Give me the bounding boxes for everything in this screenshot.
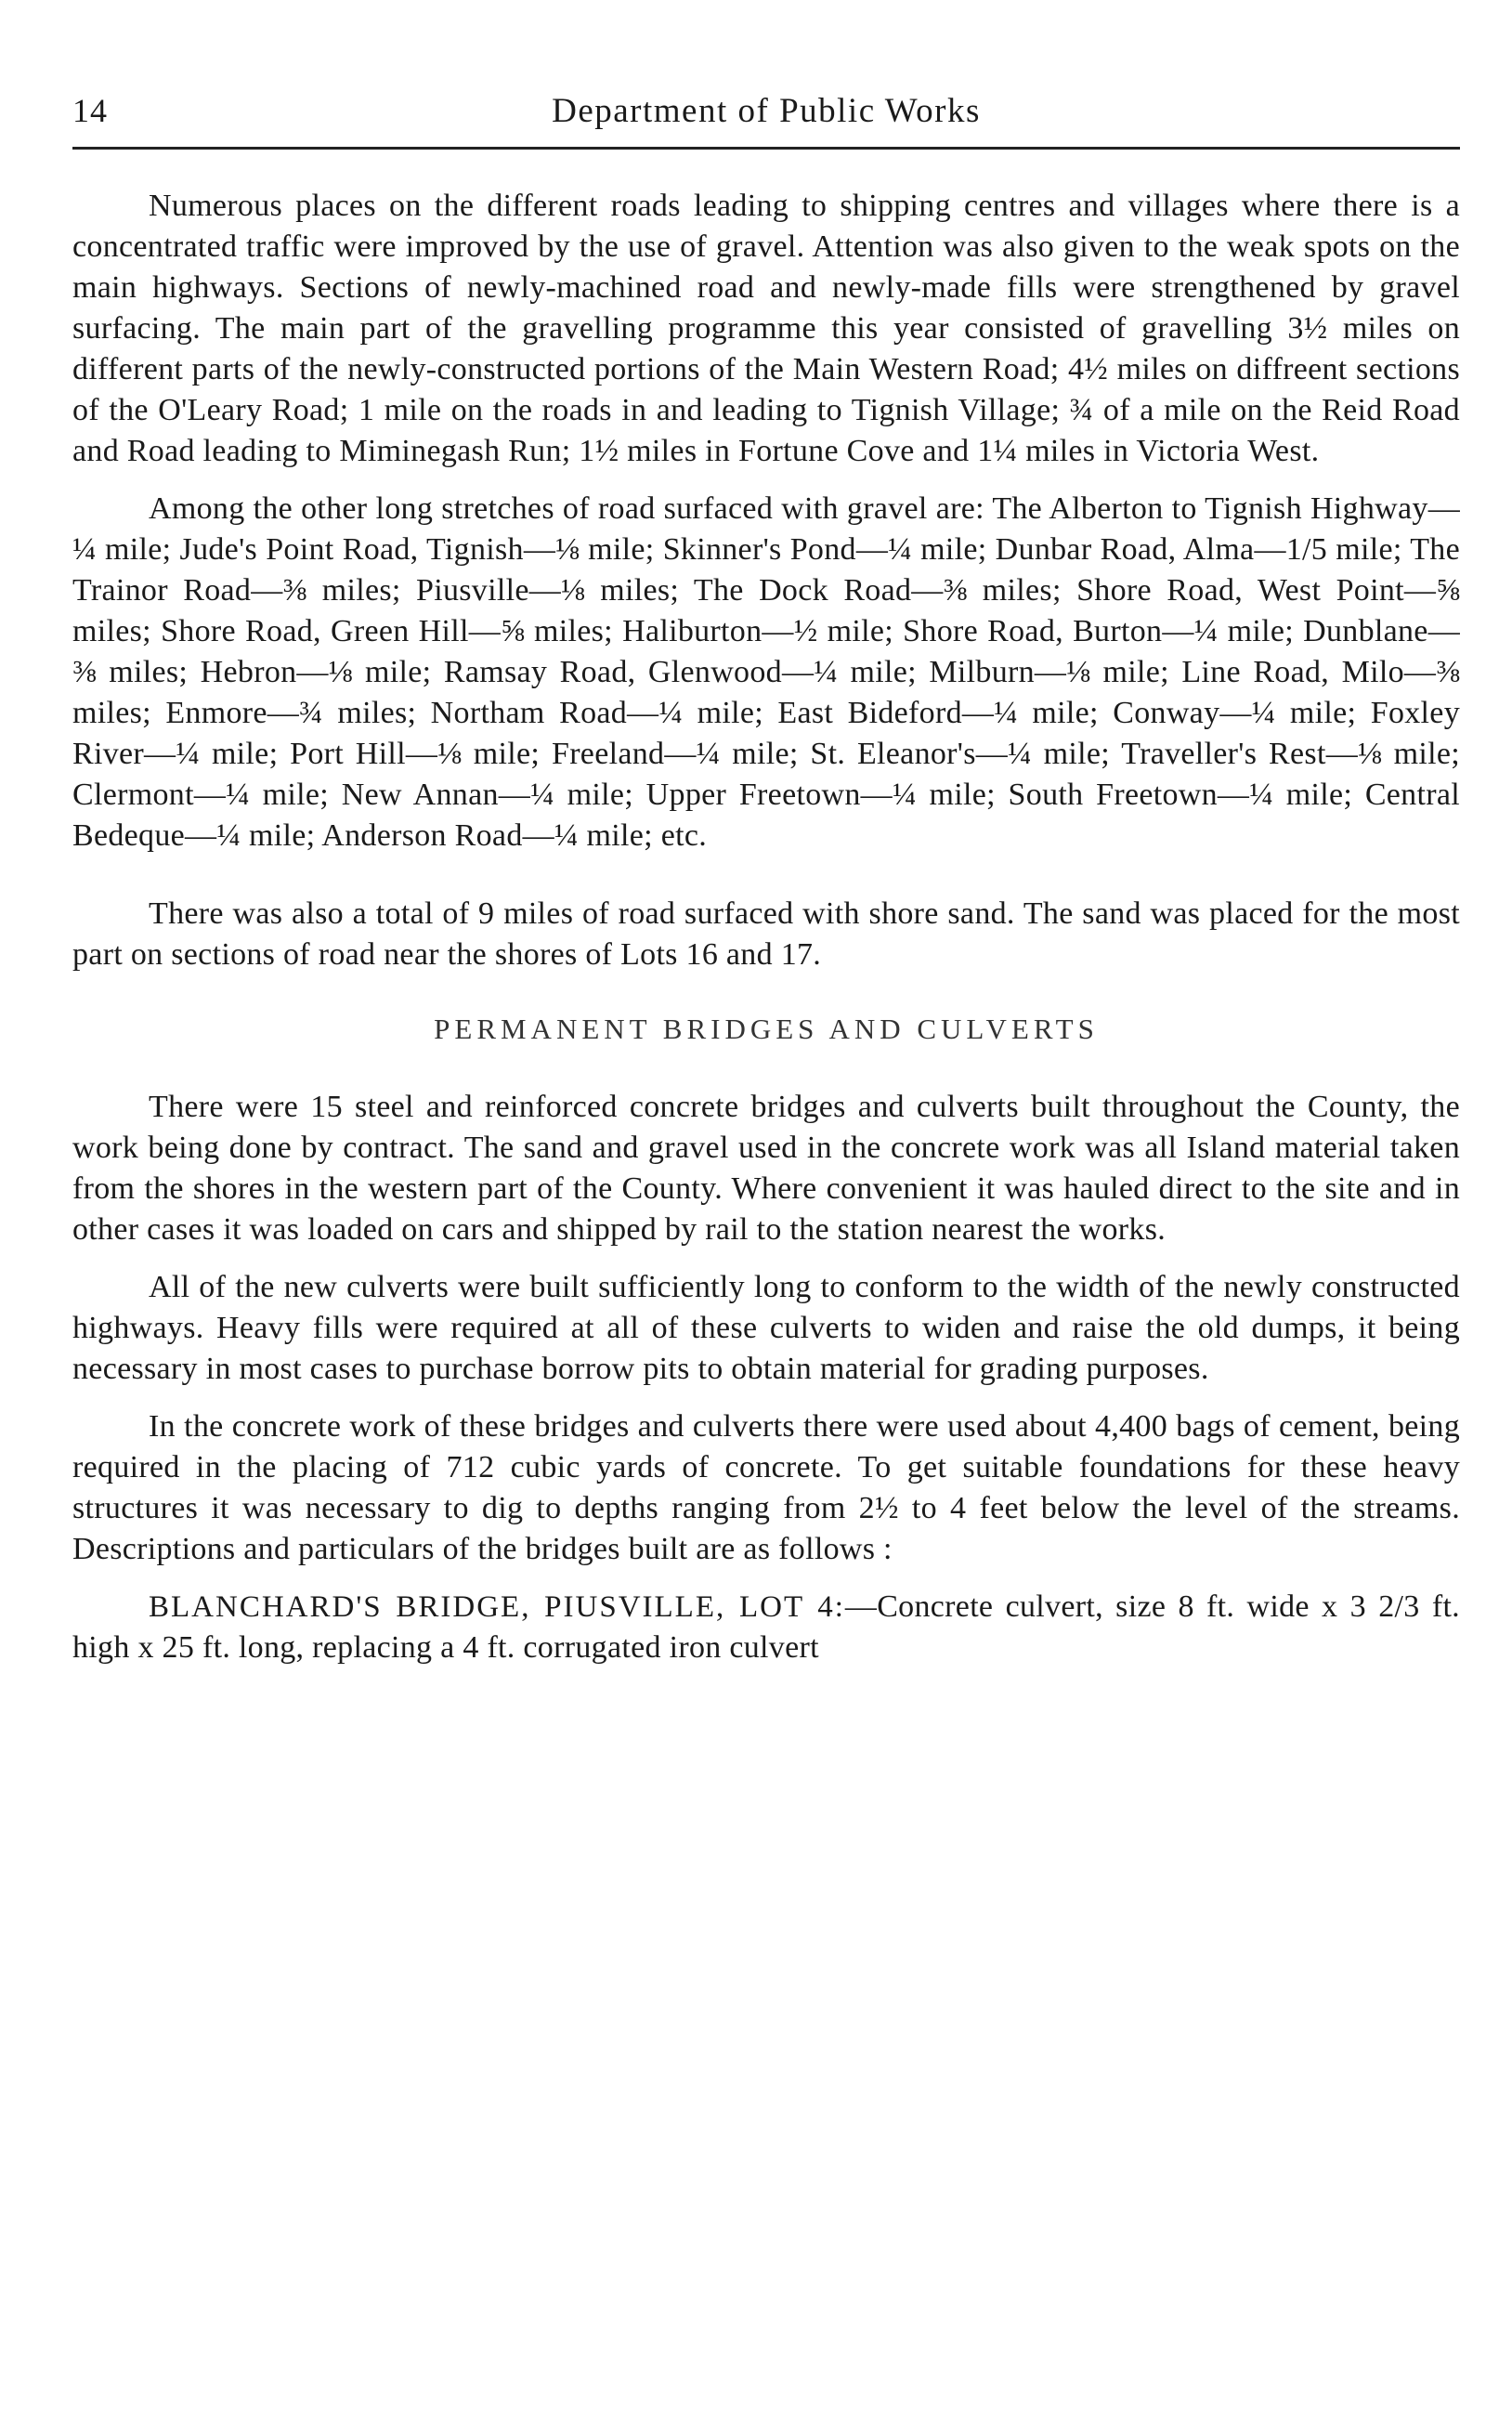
paragraph-culverts: All of the new culverts were built sufficiently long to conform to the width of the newly constructed highways. Heavy fills were required at all of these culverts to widen and raise the old dumps, it being necessary in most cases to purchase borrow pits to obtain material for grading purposes. — [72, 1270, 1460, 1386]
header-rule — [72, 147, 1460, 150]
section-heading: PERMANENT BRIDGES AND CULVERTS — [434, 1013, 1099, 1045]
bridge-description: —Concrete culvert, size 8 ft. wide x 3 2/3 ft. high x 25 ft. long, replacing a 4 ft. corrugated iron culvert — [72, 1589, 1460, 1665]
page-header — [72, 91, 1460, 143]
paragraph-shore-sand: There was also a total of 9 miles of road surfaced with shore sand. The sand was placed for the most part on sections of road near the shores of Lots 16 and 17. — [72, 896, 1460, 972]
paragraph-concrete-work: In the concrete work of these bridges and culverts there were used about 4,400 bags of cement, being required in the placing of 712 cubic yards of concrete. To get suitable foundations for these heavy structures it was necessary to dig to depths ranging from 2½ to 4 feet below the level of the streams. Descriptions and particulars of the bridges built are as follows : — [72, 1409, 1460, 1566]
paragraph-gravel-intro: Numerous places on the different roads leading to shipping centres and villages where there is a concentrated traffic were improved by the use of gravel. Attention was also given to the weak spots on the main highways. Sections of newly-machined road and newly-made fills were strengthened by gravel surfacing. The main part of the gravelling programme this year consisted of gravelling 3½ miles on different parts of the newly-constructed portions of the Main Western Road; 4½ miles on diffreent sections of the O'Leary Road; 1 mile on the roads in and leading to Tignish Village; ¾ of a mile on the Reid Road and Road leading to Miminegash Run; 1½ miles in Fortune Cove and 1¼ miles in Victoria West. — [72, 189, 1460, 468]
paragraph-bridges-intro: There were 15 steel and reinforced concrete bridges and culverts built throughout the County, the work being done by contract. The sand and gravel used in the concrete work was all Island material taken from the shores in the western part of the County. Where convenient it was hauled direct to the site and in other cases it was loaded on cars and shipped by rail to the station nearest the works. — [72, 1090, 1460, 1247]
page-number: 14 — [72, 92, 108, 129]
paragraph-blanchard-bridge — [72, 1587, 1460, 1668]
document-body — [72, 186, 1460, 1685]
paragraph-gravel-list: Among the other long stretches of road surfaced with gravel are: The Alberton to Tignish Highway—¼ mile; Jude's Point Road, Tignish—⅛ mile; Skinner's Pond—¼ mile; Dunbar Road, Alma—1/5 mile; The Trainor Road—⅜ miles; Piusville—⅛ miles; The Dock Road—⅜ miles; Shore Road, West Point—⅝ miles; Shore Road, Green Hill—⅝ miles; Haliburton—½ mile; Shore Road, Burton—¼ mile; Dunblane—⅜ miles; Hebron—⅛ mile; Ramsay Road, Glenwood—¼ mile; Milburn—⅛ mile; Line Road, Milo—⅜ miles; Enmore—¾ miles; Northam Road—¼ mile; East Bideford—¼ mile; Conway—¼ mile; Foxley River—¼ mile; Port Hill—⅛ mile; Freeland—¼ mile; St. Eleanor's—¼ mile; Traveller's Rest—⅛ mile; Clermont—¼ mile; New Annan—¼ mile; Upper Freetown—¼ mile; South Freetown—¼ mile; Central Bedeque—¼ mile; Anderson Road—¼ mile; etc. — [72, 491, 1460, 853]
running-title: Department of Public Works — [552, 92, 981, 130]
bridge-name: BLANCHARD'S BRIDGE, PIUSVILLE, LOT 4: — [149, 1590, 845, 1624]
